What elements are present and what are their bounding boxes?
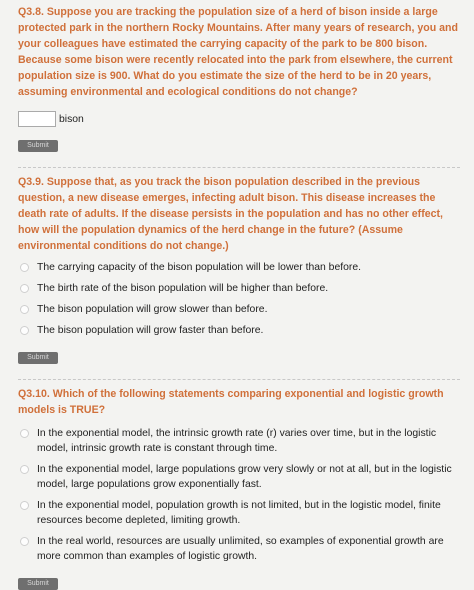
- radio-button[interactable]: [20, 305, 29, 314]
- submit-button-q3-8[interactable]: Submit: [18, 140, 58, 152]
- question-3-10: [18, 380, 460, 590]
- unit-label: bison: [59, 113, 84, 125]
- option-label: The bison population will grow faster than before.: [37, 325, 264, 336]
- option-q3-9-a[interactable]: [18, 260, 460, 275]
- option-q3-10-a[interactable]: [18, 426, 460, 456]
- question-3-9: [18, 168, 460, 364]
- option-label: The carrying capacity of the bison population will be lower than before.: [37, 262, 362, 273]
- option-q3-9-c[interactable]: [18, 302, 460, 317]
- question-3-8-prompt: Q3.8. Suppose you are tracking the population size of a herd of bison inside a large protected park in the northern Rocky Mountains. After many years of research, you and your colleagues have estimated the carrying capacity of the park to be 800 bison. Because some bison were recently relocated into the park from elsewhere, the current population size is 900. What do you estimate the size of the herd to be in 20 years, assuming environmental and ecological conditions do not change?: [18, 6, 458, 98]
- option-label: The bison population will grow slower than before.: [37, 304, 268, 315]
- submit-button-q3-9[interactable]: Submit: [18, 352, 58, 364]
- option-q3-9-d[interactable]: [18, 323, 460, 338]
- option-q3-10-b[interactable]: [18, 462, 460, 492]
- option-label: In the exponential model, the intrinsic growth rate (r) varies over time, but in the logistic model, intrinsic growth rate is constant through time.: [37, 428, 437, 454]
- radio-button[interactable]: [20, 501, 29, 510]
- radio-button[interactable]: [20, 537, 29, 546]
- radio-button[interactable]: [20, 284, 29, 293]
- question-3-9-prompt: Q3.9. Suppose that, as you track the bison population described in the previous question, a new disease emerges, infecting adult bison. This disease increases the death rate of adults. If the disease persists in the population and has no other effect, how will the population dynamics of the herd change in the future? (Assume environmental conditions do not change.): [18, 176, 443, 252]
- option-label: In the exponential model, large populations grow very slowly or not at all, but in the logistic model, large populations grow exponentially fast.: [37, 464, 452, 490]
- option-label: In the exponential model, population growth is not limited, but in the logistic model, finite resources become depleted, limiting growth.: [37, 500, 441, 526]
- option-label: In the real world, resources are usually unlimited, so examples of exponential growth are more common than examples of logistic growth.: [37, 536, 444, 562]
- option-label: The birth rate of the bison population will be higher than before.: [37, 283, 329, 294]
- submit-button-q3-10[interactable]: Submit: [18, 578, 58, 590]
- radio-button[interactable]: [20, 465, 29, 474]
- question-3-8: [18, 0, 460, 152]
- radio-button[interactable]: [20, 263, 29, 272]
- options-q3-10: [18, 426, 460, 564]
- options-q3-9: [18, 260, 460, 338]
- radio-button[interactable]: [20, 326, 29, 335]
- question-3-10-prompt: Q3.10. Which of the following statements comparing exponential and logistic growth models is TRUE?: [18, 388, 444, 416]
- answer-row: [18, 110, 460, 128]
- option-q3-10-d[interactable]: [18, 534, 460, 564]
- bison-count-input[interactable]: [18, 111, 56, 127]
- radio-button[interactable]: [20, 429, 29, 438]
- option-q3-10-c[interactable]: [18, 498, 460, 528]
- option-q3-9-b[interactable]: [18, 281, 460, 296]
